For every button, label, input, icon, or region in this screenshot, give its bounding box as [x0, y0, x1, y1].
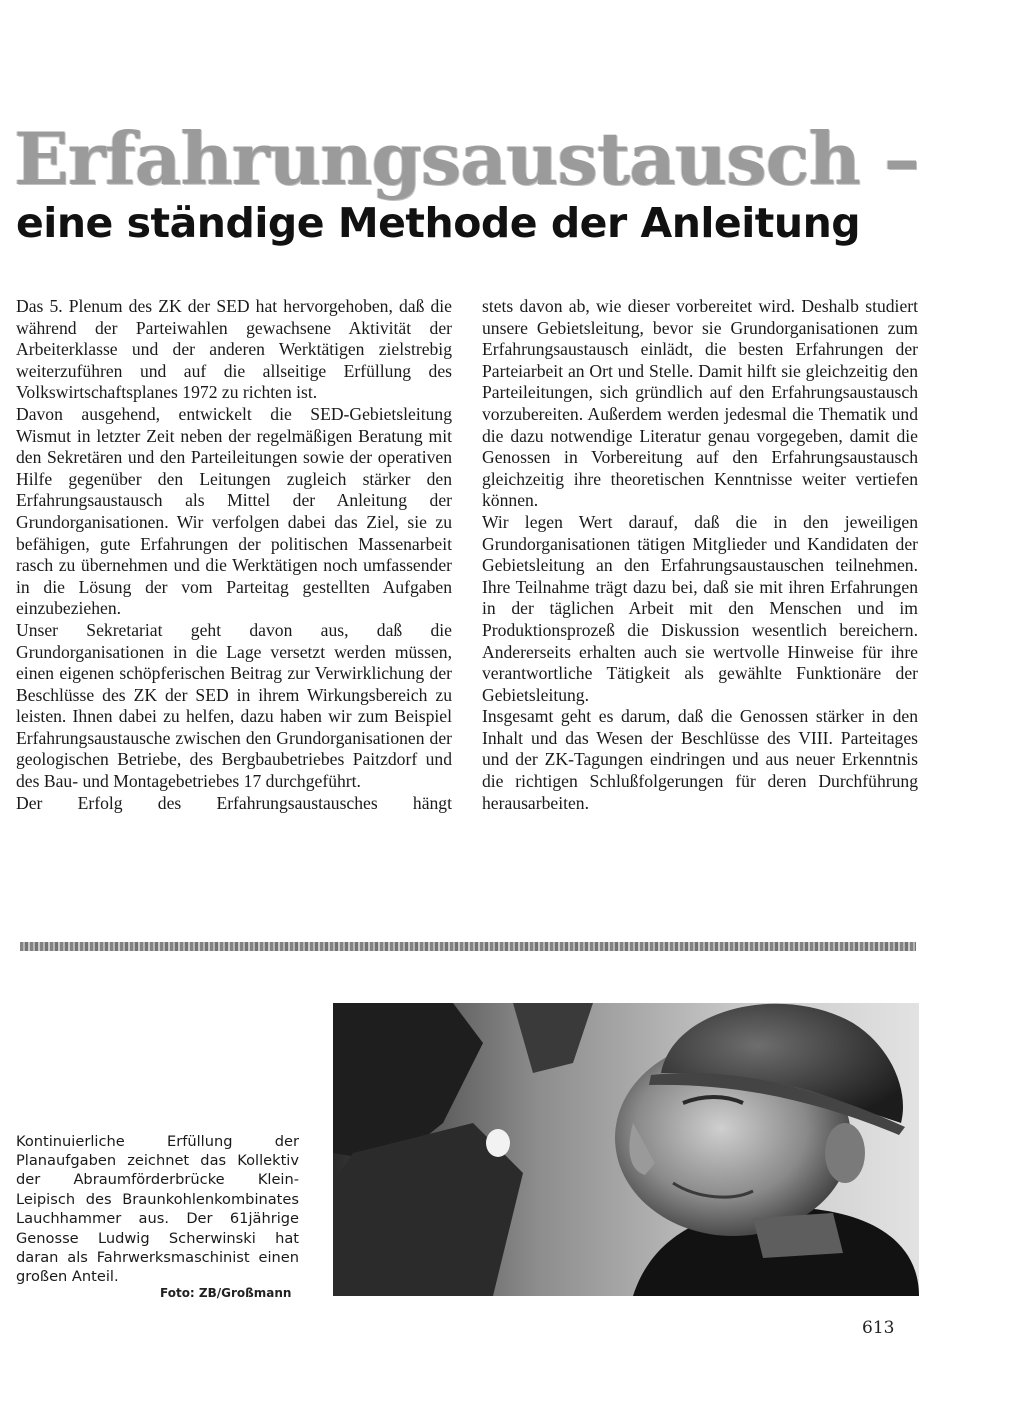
paragraph: Wir legen Wert darauf, daß die in den jeweiligen Grundorganisationen tätigen Mitglieder und Kandidaten der Gebietsleitung an den Erfahrungsaustauschen teilnehmen. Ihre Teilnahme trägt dazu bei, daß sie mit ihren Erfahrungen in der täglichen Arbeit mit den Menschen und im Produktionsprozeß die Diskussion wesentlich bereichern. Andererseits erhalten auch sie wertvolle Hinweise für ihre verantwortliche Tätigkeit als gewählte Funktionäre der Gebietsleitung. [482, 511, 918, 705]
paragraph: Unser Sekretariat geht davon aus, daß die Grundorganisationen in die Lage versetzt werden müssen, einen eigenen schöpferischen Beitrag zur Verwirklichung der Beschlüsse des ZK der SED in ihrem Wirkungsbereich zu leisten. Ihnen dabei zu helfen, dazu haben wir zum Beispiel Erfahrungsaustausche zwischen den Grundorganisationen der geologischen Betriebe, des Bergbaubetriebes Paitzdorf und des Bau- und Montagebetriebes 17 durchgeführt. [16, 619, 452, 792]
paragraph: stets davon ab, wie dieser vorbereitet wird. Deshalb studiert unsere Gebietsleitung, bevor sie Grundorganisationen zum Erfahrungsaustausch einlädt, die besten Erfahrungen der Parteiarbeit an Ort und Stelle. Damit hilft sie gleichzeitig den Parteileitungen, sich gründlich auf den Erfahrungsaustausch vorzubereiten. Außerdem werden jedesmal die Thematik und die dazu notwendige Literatur genau vorgegeben, damit die Genossen in Vorbereitung auf den Erfahrungsaustausch gleichzeitig ihre theoretischen Kenntnisse weiter vertiefen können. [482, 296, 918, 511]
article-column-right [482, 296, 918, 814]
paragraph: Davon ausgehend, entwickelt die SED-Gebietsleitung Wismut in letzter Zeit neben der regelmäßigen Beratung mit den Sekretären und den Parteileitungen sowie der operativen Hilfe gegenüber den Leitungen zugleich stärker den Erfahrungsaustausch als Mittel der Anleitung der Grundorganisationen. Wir verfolgen dabei das Ziel, sie zu befähigen, gute Erfahrungen der politischen Massenarbeit rasch zu übernehmen und die Werktätigen noch umfassender in die Lösung der vom Parteitag gestellten Aufgaben einzubeziehen. [16, 403, 452, 619]
subheadline: eine ständige Methode der Anleitung [16, 199, 861, 248]
paragraph: Insgesamt geht es darum, daß die Genossen stärker in den Inhalt und das Wesen der Beschlüsse des VIII. Parteitages und der ZK-Tagungen eindringen und aus neuer Erkenntnis die richtigen Schlußfolgerungen für deren Durchführung herausarbeiten. [482, 706, 918, 813]
section-divider [20, 942, 916, 951]
page-number: 613 [862, 1318, 895, 1338]
photo-illustration [333, 1003, 919, 1296]
headline: Erfahrungsaustausch – [14, 116, 919, 202]
photo-credit: Foto: ZB/Großmann [160, 1286, 292, 1300]
photo-miner-portrait [333, 1003, 919, 1296]
paragraph: Der Erfolg des Erfahrungsaustausches hängt [16, 792, 452, 813]
article-column-left [16, 296, 452, 814]
paragraph: Das 5. Plenum des ZK der SED hat hervorgehoben, daß die während der Parteiwahlen gewachsene Aktivität der Arbeiterklasse und der anderen Werktätigen zielstrebig weiterzuführen und auf die allseitige Erfüllung des Volkswirtschaftsplanes 1972 zu richten ist. [16, 296, 452, 403]
photo-caption: Kontinuierliche Erfüllung der Planaufgaben zeichnet das Kollektiv der Abraumförderbrücke Klein-Leipisch des Braunkohlenkombinates Lauchhammer aus. Der 61jährige Genosse Ludwig Scherwinski hat daran als Fahrwerksmaschinist einen großen Anteil. [16, 1132, 299, 1286]
